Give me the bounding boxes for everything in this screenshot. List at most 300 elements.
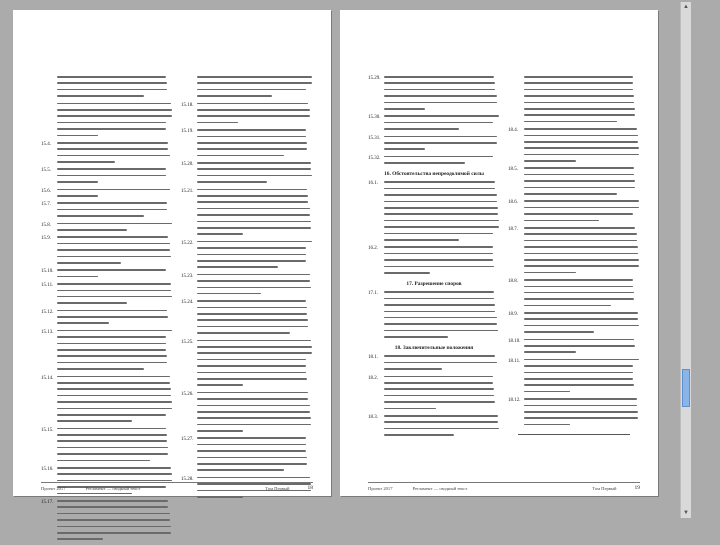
text-line xyxy=(197,287,311,289)
clause-number xyxy=(41,76,57,102)
clause-paragraph xyxy=(41,269,173,282)
footer-right: Том Первый xyxy=(265,486,290,491)
text-line xyxy=(197,417,311,419)
clause-number: 15.19. xyxy=(181,129,194,135)
clause-number: 16.2. xyxy=(368,246,378,252)
text-line xyxy=(197,254,306,256)
text-line xyxy=(524,82,633,84)
text-line xyxy=(57,155,170,157)
text-line xyxy=(384,317,497,319)
clause-paragraph xyxy=(41,310,173,329)
text-line xyxy=(57,336,166,338)
text-line xyxy=(197,142,307,144)
text-line xyxy=(384,136,497,138)
clause-paragraph xyxy=(181,76,313,102)
clause-number: 15.25. xyxy=(181,339,194,345)
text-line xyxy=(384,272,430,274)
text-line xyxy=(197,274,310,276)
text-line xyxy=(57,249,170,251)
text-line xyxy=(57,269,166,271)
clause-paragraph xyxy=(368,376,500,414)
text-line xyxy=(57,401,172,403)
clause-paragraph xyxy=(41,168,173,187)
text-line xyxy=(197,313,307,315)
text-line xyxy=(57,460,150,462)
text-line xyxy=(57,382,170,384)
text-line xyxy=(197,280,310,282)
text-line xyxy=(197,340,311,342)
clause-number: 15.31. xyxy=(368,135,381,141)
text-line xyxy=(384,355,495,357)
text-line xyxy=(384,415,498,417)
text-column xyxy=(368,76,500,476)
clause-paragraph xyxy=(181,103,313,129)
clause-number: 15.10. xyxy=(41,269,54,275)
clause-paragraph xyxy=(368,415,500,441)
text-line xyxy=(197,463,307,465)
clause-number: 15.29. xyxy=(368,76,381,81)
text-line xyxy=(524,345,635,347)
text-line xyxy=(384,421,498,423)
clause-paragraph xyxy=(368,355,500,374)
clause-paragraph xyxy=(181,437,313,475)
clause-paragraph xyxy=(508,200,640,226)
text-line xyxy=(524,424,570,426)
footer-mid: Регламент — сводный текст xyxy=(85,486,141,491)
text-line xyxy=(524,359,639,361)
clause-number: 18.3. xyxy=(368,414,378,420)
text-line xyxy=(524,365,633,367)
text-line xyxy=(384,388,494,390)
text-line xyxy=(197,372,306,374)
text-line xyxy=(197,175,312,177)
clause-number: 18.1. xyxy=(368,355,378,361)
clause-number: 15.20. xyxy=(181,162,194,168)
text-line xyxy=(384,108,425,110)
clause-paragraph xyxy=(368,115,500,134)
clause-paragraph xyxy=(508,312,640,338)
clause-number: 15.24. xyxy=(181,300,194,306)
text-line xyxy=(384,382,493,384)
clause-number: 18.8. xyxy=(508,279,518,285)
page-number: 18 xyxy=(307,485,313,491)
text-line xyxy=(57,395,171,397)
text-line xyxy=(384,298,494,300)
text-line xyxy=(197,392,308,394)
text-line xyxy=(57,447,168,449)
text-line xyxy=(57,115,172,117)
text-line xyxy=(197,233,243,235)
text-line xyxy=(384,246,493,248)
text-line xyxy=(197,227,311,229)
text-line xyxy=(197,89,306,91)
clause-number xyxy=(181,76,197,102)
text-line xyxy=(57,322,109,324)
text-line xyxy=(197,365,306,367)
text-line xyxy=(57,316,168,318)
clause-paragraph xyxy=(41,376,173,427)
text-line xyxy=(524,160,576,162)
text-line xyxy=(384,311,495,313)
text-line xyxy=(197,398,308,400)
clause-number: 15.23. xyxy=(181,273,194,279)
text-line xyxy=(384,115,499,117)
page-footer xyxy=(41,482,313,491)
text-line xyxy=(524,378,633,380)
clause-paragraph xyxy=(41,223,173,236)
text-line xyxy=(197,189,307,191)
text-line xyxy=(524,298,634,300)
text-line xyxy=(384,89,495,91)
text-line xyxy=(57,296,172,298)
text-line xyxy=(384,220,499,222)
clause-number: 18.5. xyxy=(508,167,518,173)
text-line xyxy=(197,148,307,150)
text-line xyxy=(524,207,639,209)
text-line xyxy=(57,128,166,130)
text-line xyxy=(197,115,310,117)
text-line xyxy=(197,129,306,131)
text-line xyxy=(384,148,425,150)
text-line xyxy=(384,239,459,241)
text-line xyxy=(57,513,170,515)
text-line xyxy=(384,401,495,403)
text-line xyxy=(197,319,308,321)
text-line xyxy=(384,226,499,228)
clause-number: 17.1. xyxy=(368,291,378,297)
text-line xyxy=(57,290,171,292)
text-line xyxy=(524,128,637,130)
clause-paragraph xyxy=(508,76,640,127)
text-line xyxy=(197,444,306,446)
clause-paragraph xyxy=(508,339,640,358)
clause-number: 15.6. xyxy=(41,188,51,194)
text-line xyxy=(57,89,167,91)
section-heading: 17. Разрешение споров xyxy=(406,281,462,288)
text-line xyxy=(57,519,170,521)
text-line xyxy=(197,195,308,197)
text-line xyxy=(197,469,284,471)
clause-number: 18.11. xyxy=(508,358,521,364)
clause-paragraph xyxy=(41,142,173,168)
vertical-scrollbar[interactable] xyxy=(680,2,691,518)
text-line xyxy=(524,114,635,116)
text-line xyxy=(57,506,168,508)
text-line xyxy=(57,538,103,540)
text-line xyxy=(57,256,171,258)
text-line xyxy=(384,266,494,268)
text-line xyxy=(524,339,634,341)
clause-paragraph xyxy=(181,129,313,161)
text-line xyxy=(57,161,115,163)
text-line xyxy=(57,467,171,469)
clause-number: 15.26. xyxy=(181,391,194,397)
text-line xyxy=(197,450,306,452)
text-line xyxy=(57,195,98,197)
text-line xyxy=(197,457,307,459)
text-column xyxy=(181,76,313,482)
text-line xyxy=(384,362,497,364)
text-line xyxy=(197,103,308,105)
text-line xyxy=(57,103,171,105)
clause-number: 15.30. xyxy=(368,115,381,121)
text-line xyxy=(57,276,98,278)
text-line xyxy=(384,122,493,124)
text-line xyxy=(57,223,172,225)
text-line xyxy=(57,310,167,312)
text-column xyxy=(508,76,640,476)
text-line xyxy=(524,372,633,374)
text-line xyxy=(197,155,284,157)
clause-number: 15.32. xyxy=(368,155,381,161)
clause-number: 15.15. xyxy=(41,427,54,433)
footer-right: Том Первый xyxy=(592,486,617,491)
text-line xyxy=(524,405,637,407)
text-line xyxy=(384,253,493,255)
text-line xyxy=(57,95,144,97)
clause-number xyxy=(508,76,524,127)
text-line xyxy=(524,259,639,261)
footer-left: Проект 2017 xyxy=(41,486,66,491)
text-line xyxy=(384,368,442,370)
section-heading: 18. Заключительные положения xyxy=(394,345,474,352)
text-line xyxy=(384,330,498,332)
text-line xyxy=(524,76,633,78)
clause-paragraph xyxy=(41,330,173,375)
text-line xyxy=(384,259,493,261)
text-line xyxy=(57,330,172,332)
text-line xyxy=(197,437,306,439)
text-line xyxy=(197,266,278,268)
text-line xyxy=(197,346,312,348)
text-line xyxy=(197,208,310,210)
clause-number: 15.22. xyxy=(181,240,194,246)
text-line xyxy=(524,200,639,202)
clause-number: 18.7. xyxy=(508,226,518,232)
text-line xyxy=(57,215,144,217)
text-line xyxy=(57,122,166,124)
clause-number: 15.14. xyxy=(41,375,54,381)
clause-number: 18.2. xyxy=(368,375,378,381)
text-line xyxy=(384,304,495,306)
clause-number: 15.8. xyxy=(41,222,51,228)
text-line xyxy=(57,135,98,137)
text-line xyxy=(384,201,497,203)
clause-number: 15.7. xyxy=(41,202,51,208)
text-line xyxy=(524,227,635,229)
clause-paragraph xyxy=(181,189,313,240)
text-line xyxy=(57,362,167,364)
scroll-thumb[interactable] xyxy=(682,369,690,407)
text-line xyxy=(197,109,310,111)
text-line xyxy=(197,241,312,243)
text-line xyxy=(384,142,497,144)
clause-paragraph xyxy=(41,236,173,268)
text-line xyxy=(197,214,310,216)
clause-number: 15.4. xyxy=(41,141,51,147)
text-line xyxy=(524,384,634,386)
text-line xyxy=(197,162,311,164)
text-line xyxy=(197,352,312,354)
text-line xyxy=(197,307,307,309)
text-line xyxy=(197,332,290,334)
scroll-up-arrow-icon[interactable]: ▲ xyxy=(683,4,689,10)
text-line xyxy=(524,167,634,169)
clause-paragraph xyxy=(41,500,173,545)
text-line xyxy=(524,213,633,215)
clause-number: 18.6. xyxy=(508,200,518,206)
text-line xyxy=(384,102,497,104)
text-line xyxy=(197,293,261,295)
text-line xyxy=(524,89,633,91)
text-line xyxy=(384,194,497,196)
clause-paragraph xyxy=(41,103,173,141)
clause-paragraph xyxy=(368,291,500,342)
text-line xyxy=(384,213,498,215)
clause-number: 18.10. xyxy=(508,338,521,344)
text-line xyxy=(57,168,166,170)
text-line xyxy=(57,236,168,238)
text-line xyxy=(524,147,639,149)
text-line xyxy=(57,349,166,351)
clause-number: 16.1. xyxy=(368,181,378,187)
text-line xyxy=(384,181,495,183)
text-line xyxy=(384,434,454,436)
text-line xyxy=(524,417,638,419)
clause-number: 15.13. xyxy=(41,329,54,335)
text-line xyxy=(57,473,172,475)
text-line xyxy=(57,414,166,416)
text-line xyxy=(57,181,98,183)
clause-paragraph xyxy=(181,340,313,391)
clause-paragraph xyxy=(41,189,173,202)
text-line xyxy=(57,453,168,455)
text-line xyxy=(524,154,639,156)
text-line xyxy=(197,496,243,498)
text-line xyxy=(524,233,637,235)
text-line xyxy=(524,331,594,333)
text-line xyxy=(384,376,493,378)
text-line xyxy=(524,220,599,222)
text-line xyxy=(57,408,172,410)
text-line xyxy=(57,189,170,191)
footer-mid: Регламент — сводный текст xyxy=(412,486,468,491)
text-line xyxy=(57,148,168,150)
clause-paragraph xyxy=(508,398,640,430)
text-line xyxy=(524,305,611,307)
clause-paragraph xyxy=(41,76,173,102)
clause-paragraph xyxy=(508,279,640,311)
text-line xyxy=(57,262,121,264)
clause-number: 15.12. xyxy=(41,309,54,315)
text-line xyxy=(57,283,171,285)
text-line xyxy=(384,336,448,338)
clause-number: 15.11. xyxy=(41,283,54,289)
text-line xyxy=(524,318,638,320)
text-line xyxy=(384,188,495,190)
text-line xyxy=(384,207,498,209)
text-line xyxy=(57,302,127,304)
clause-paragraph xyxy=(368,156,500,169)
clause-paragraph xyxy=(508,167,640,199)
clause-paragraph xyxy=(368,181,500,245)
text-line xyxy=(197,122,238,124)
text-line xyxy=(524,351,576,353)
page-number: 19 xyxy=(634,485,640,491)
text-line xyxy=(524,95,634,97)
text-line xyxy=(524,240,637,242)
text-line xyxy=(524,272,576,274)
text-line xyxy=(57,229,127,231)
clause-number: 15.28. xyxy=(181,476,194,482)
clause-number: 18.12. xyxy=(508,398,521,404)
text-line xyxy=(384,95,497,97)
text-line xyxy=(57,388,171,390)
text-line xyxy=(384,76,494,78)
clause-number: 15.9. xyxy=(41,236,51,242)
clause-number: 15.21. xyxy=(181,188,194,194)
text-line xyxy=(57,428,166,430)
text-line xyxy=(524,279,633,281)
text-line xyxy=(57,420,132,422)
text-line xyxy=(524,253,638,255)
text-line xyxy=(197,477,310,479)
text-line xyxy=(57,202,167,204)
scroll-down-arrow-icon[interactable]: ▼ xyxy=(683,510,689,516)
clause-paragraph xyxy=(41,428,173,466)
text-line xyxy=(197,384,243,386)
text-line xyxy=(57,532,171,534)
clause-number: 18.4. xyxy=(508,128,518,134)
clause-number xyxy=(41,103,57,141)
text-line xyxy=(197,82,312,84)
text-line xyxy=(197,424,311,426)
clause-paragraph xyxy=(181,241,313,273)
text-line xyxy=(524,391,570,393)
clause-paragraph xyxy=(508,128,640,166)
text-line xyxy=(524,312,638,314)
page-footer xyxy=(368,482,640,491)
text-line xyxy=(524,121,617,123)
clause-paragraph xyxy=(41,283,173,309)
text-line xyxy=(197,76,312,78)
text-line xyxy=(197,260,306,262)
text-line xyxy=(57,343,166,345)
text-line xyxy=(57,355,167,357)
text-line xyxy=(197,405,310,407)
text-line xyxy=(57,368,144,370)
clause-number: 18.9. xyxy=(508,312,518,318)
clause-paragraph xyxy=(181,392,313,437)
clause-paragraph xyxy=(508,359,640,397)
text-line xyxy=(524,102,634,104)
clause-paragraph xyxy=(368,76,500,114)
text-line xyxy=(57,493,132,495)
text-line xyxy=(57,500,168,502)
clause-number: 15.18. xyxy=(181,102,194,108)
text-line xyxy=(197,168,311,170)
text-line xyxy=(57,434,167,436)
text-line xyxy=(524,193,617,195)
text-line xyxy=(197,300,306,302)
clause-paragraph xyxy=(368,246,500,278)
text-line xyxy=(197,181,267,183)
text-line xyxy=(524,187,635,189)
clause-paragraph xyxy=(181,274,313,300)
text-line xyxy=(57,175,166,177)
text-line xyxy=(57,209,167,211)
text-line xyxy=(524,286,633,288)
